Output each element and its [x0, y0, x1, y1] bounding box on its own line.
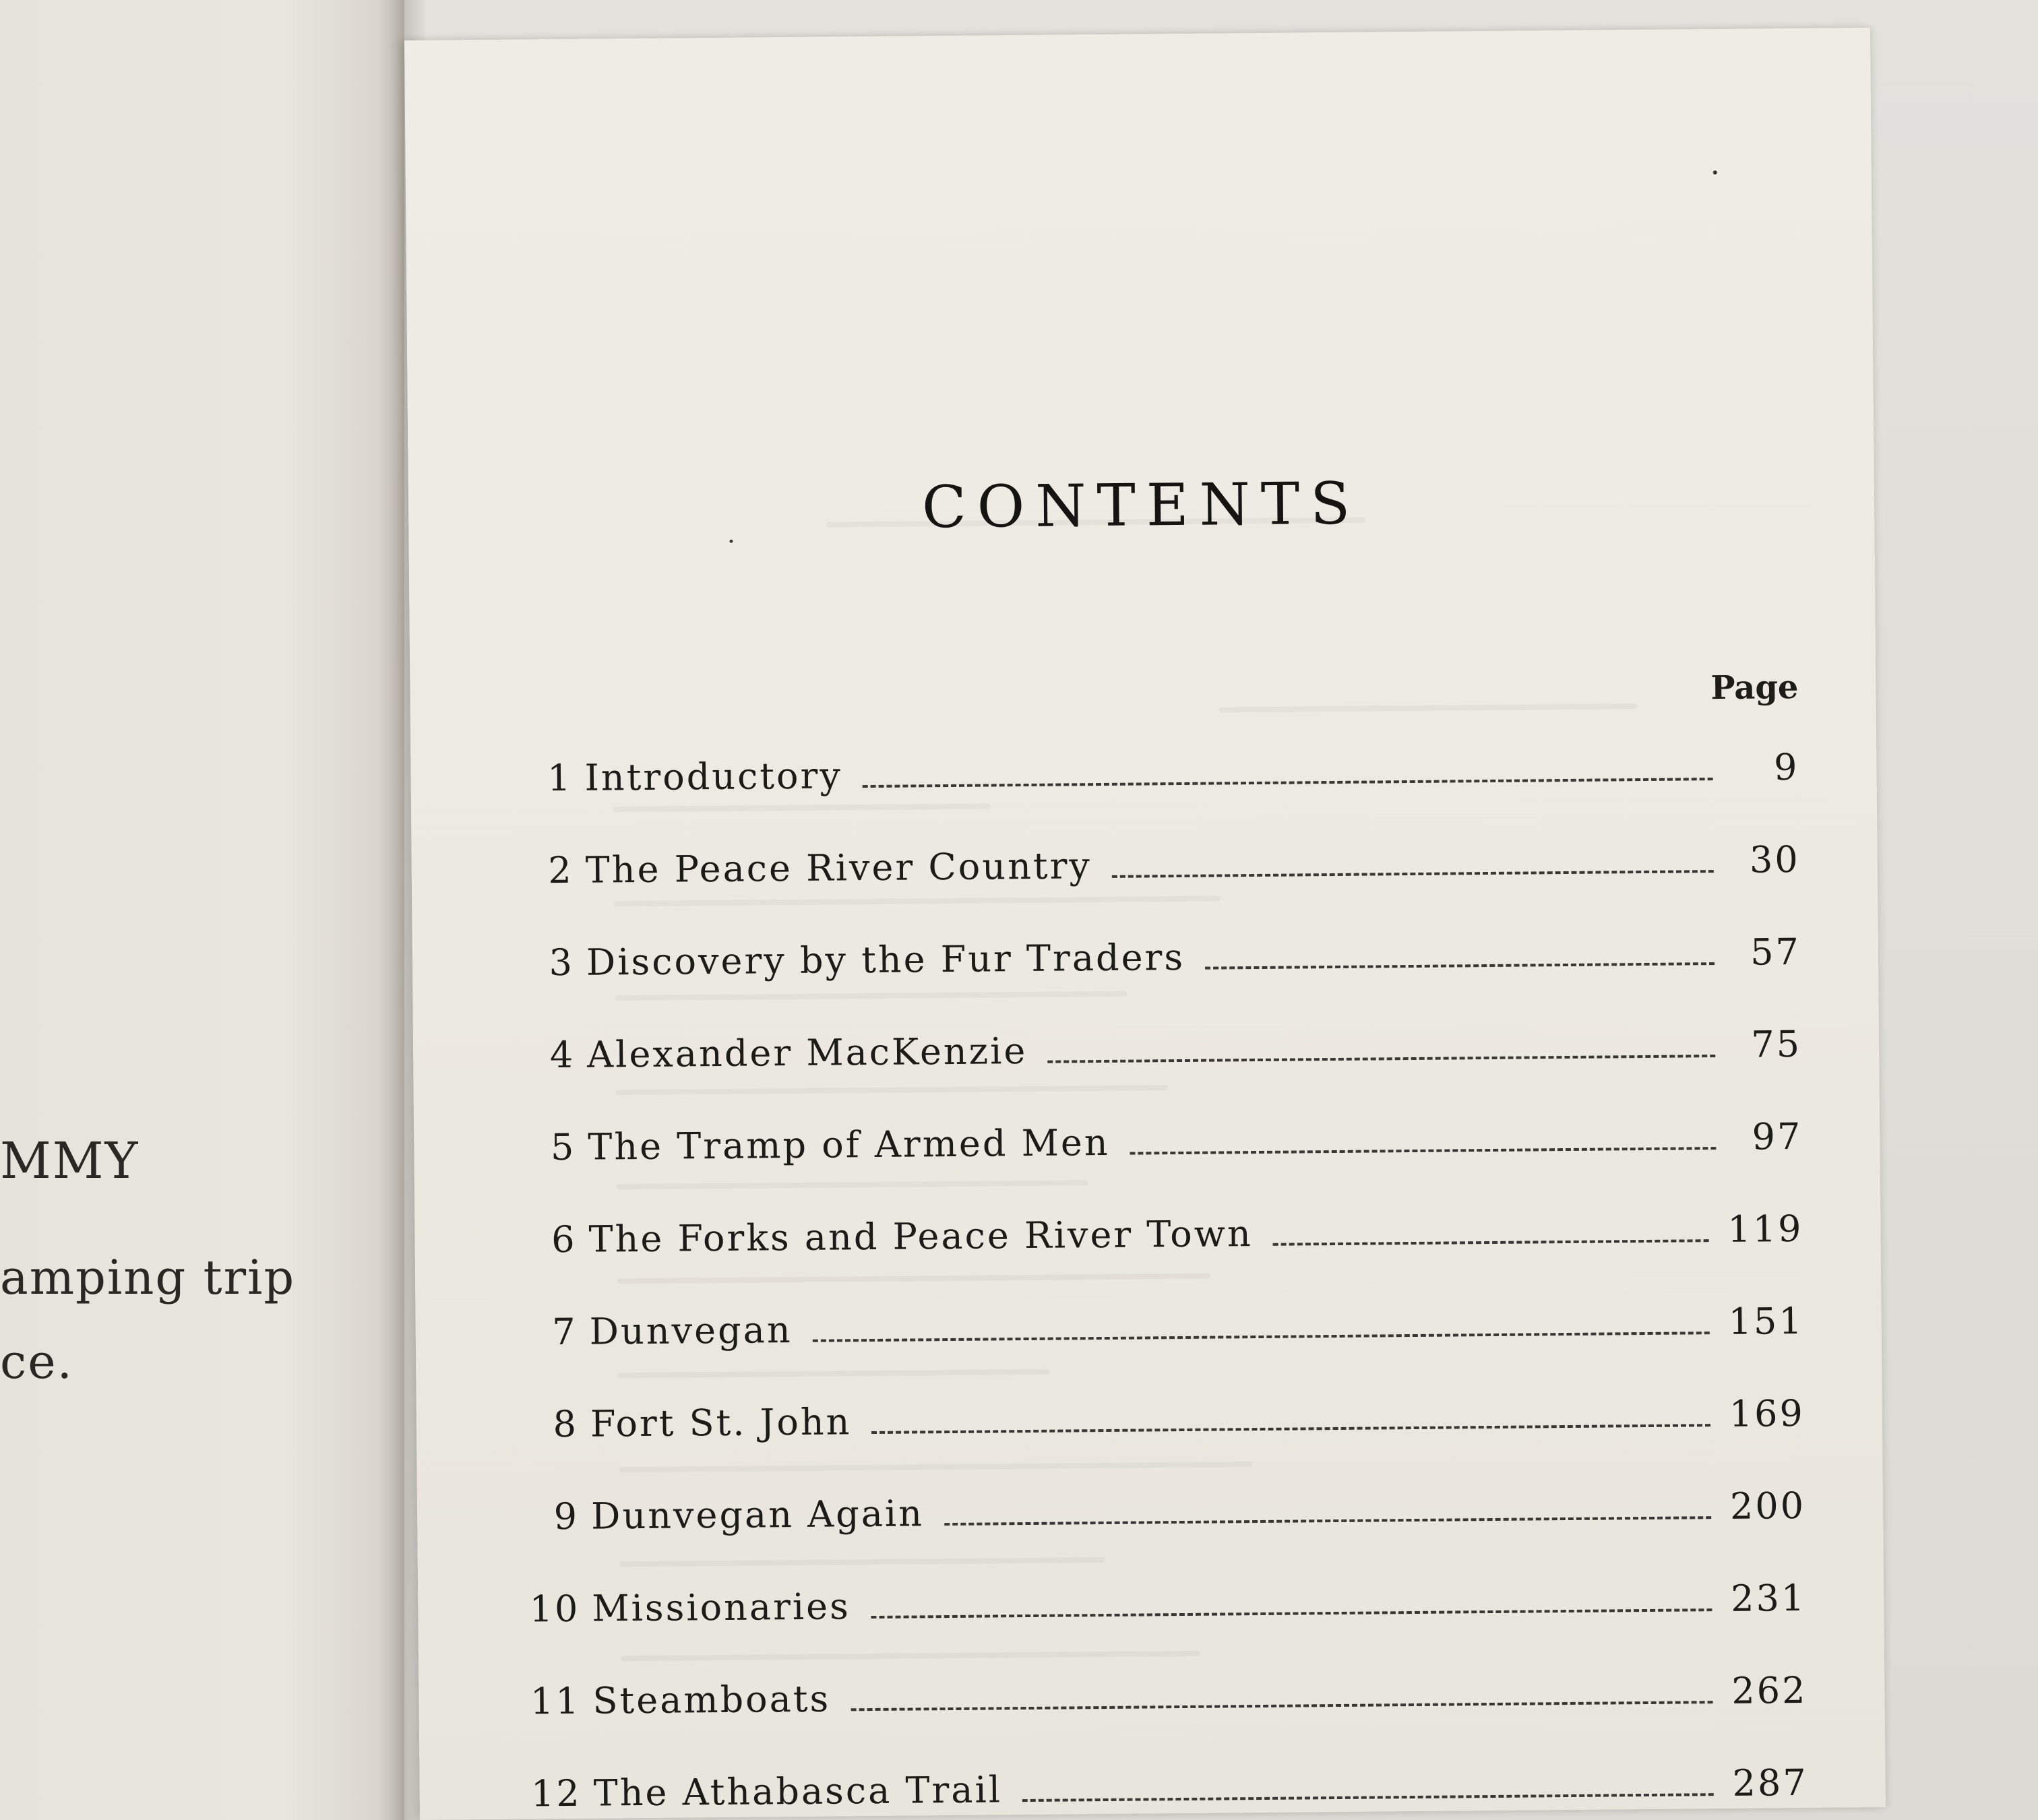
dot-leader [813, 1331, 1710, 1342]
chapter-title: The Athabasca Trail [593, 1768, 1003, 1815]
toc-entry [520, 1669, 1808, 1773]
left-page-heading-fragment: MMY [0, 1132, 140, 1190]
chapter-number: 9 [553, 1495, 580, 1538]
dot-leader [1205, 962, 1715, 970]
dot-leader [1112, 870, 1714, 878]
toc-entry [516, 1207, 1803, 1311]
chapter-title: Alexander MacKenzie [586, 1029, 1028, 1076]
toc-entry [519, 1577, 1807, 1681]
chapter-number: 10 [529, 1587, 580, 1631]
chapter-page-number: 119 [1727, 1207, 1803, 1251]
chapter-page-number: 262 [1731, 1668, 1808, 1712]
chapter-page-number: 57 [1750, 930, 1801, 974]
chapter-number: 1 [547, 756, 573, 800]
toc-entry [512, 838, 1800, 942]
chapter-page-number: 97 [1752, 1115, 1803, 1158]
chapter-title: Dunvegan Again [590, 1492, 925, 1538]
chapter-page-number: 9 [1773, 745, 1799, 789]
page-column-label: Page [1710, 668, 1799, 708]
chapter-number: 4 [549, 1033, 576, 1077]
chapter-title: The Tramp of Armed Men [588, 1121, 1110, 1168]
chapter-title: Discovery by the Fur Traders [586, 935, 1185, 984]
chapter-page-number: 169 [1729, 1391, 1805, 1435]
chapter-title: Steamboats [592, 1677, 831, 1722]
chapter-page-number: 75 [1751, 1022, 1802, 1066]
chapter-page-number: 287 [1732, 1761, 1808, 1805]
chapter-title: The Forks and Peace River Town [588, 1212, 1253, 1261]
chapter-title: Dunvegan [589, 1309, 793, 1353]
chapter-page-number: 151 [1728, 1299, 1804, 1343]
dot-leader [944, 1516, 1711, 1526]
dot-leader [851, 1701, 1712, 1711]
contents-page [404, 28, 1886, 1820]
chapter-title: The Peace River Country [585, 844, 1092, 891]
chapter-number: 11 [530, 1679, 581, 1723]
left-page-text-fragment: ce. [0, 1334, 73, 1389]
left-page-text-fragment: amping trip [0, 1250, 296, 1305]
toc-entry [512, 746, 1799, 850]
toc-entry [518, 1392, 1805, 1496]
chapter-number: 3 [549, 941, 575, 984]
toc-entry [514, 931, 1801, 1034]
chapter-page-number: 30 [1749, 838, 1800, 881]
toc-entry [518, 1484, 1806, 1588]
chapter-page-number: 231 [1730, 1576, 1807, 1620]
dot-leader [1022, 1793, 1714, 1802]
dot-leader [871, 1424, 1710, 1434]
left-book-page [0, 0, 404, 1820]
chapter-number: 12 [530, 1771, 582, 1815]
toc-entry [516, 1300, 1804, 1404]
toc-entry [514, 1023, 1802, 1127]
chapter-number: 2 [548, 848, 574, 892]
chapter-number: 7 [552, 1310, 578, 1354]
chapter-number: 8 [553, 1402, 579, 1446]
chapter-page-number: 200 [1729, 1484, 1806, 1528]
contents-heading: CONTENTS [921, 470, 1361, 542]
table-of-contents [512, 746, 1808, 1820]
chapter-title: Introductory [584, 754, 843, 799]
chapter-title: Fort St. John [590, 1400, 852, 1445]
chapter-number: 6 [551, 1218, 577, 1261]
toc-entry [515, 1115, 1803, 1219]
chapter-title: Missionaries [592, 1585, 851, 1630]
dot-leader [863, 778, 1713, 788]
dot-leader [1047, 1055, 1715, 1063]
dot-leader [1130, 1147, 1717, 1155]
chapter-number: 5 [550, 1125, 576, 1169]
dot-leader [871, 1608, 1712, 1619]
dot-leader [1273, 1239, 1709, 1246]
